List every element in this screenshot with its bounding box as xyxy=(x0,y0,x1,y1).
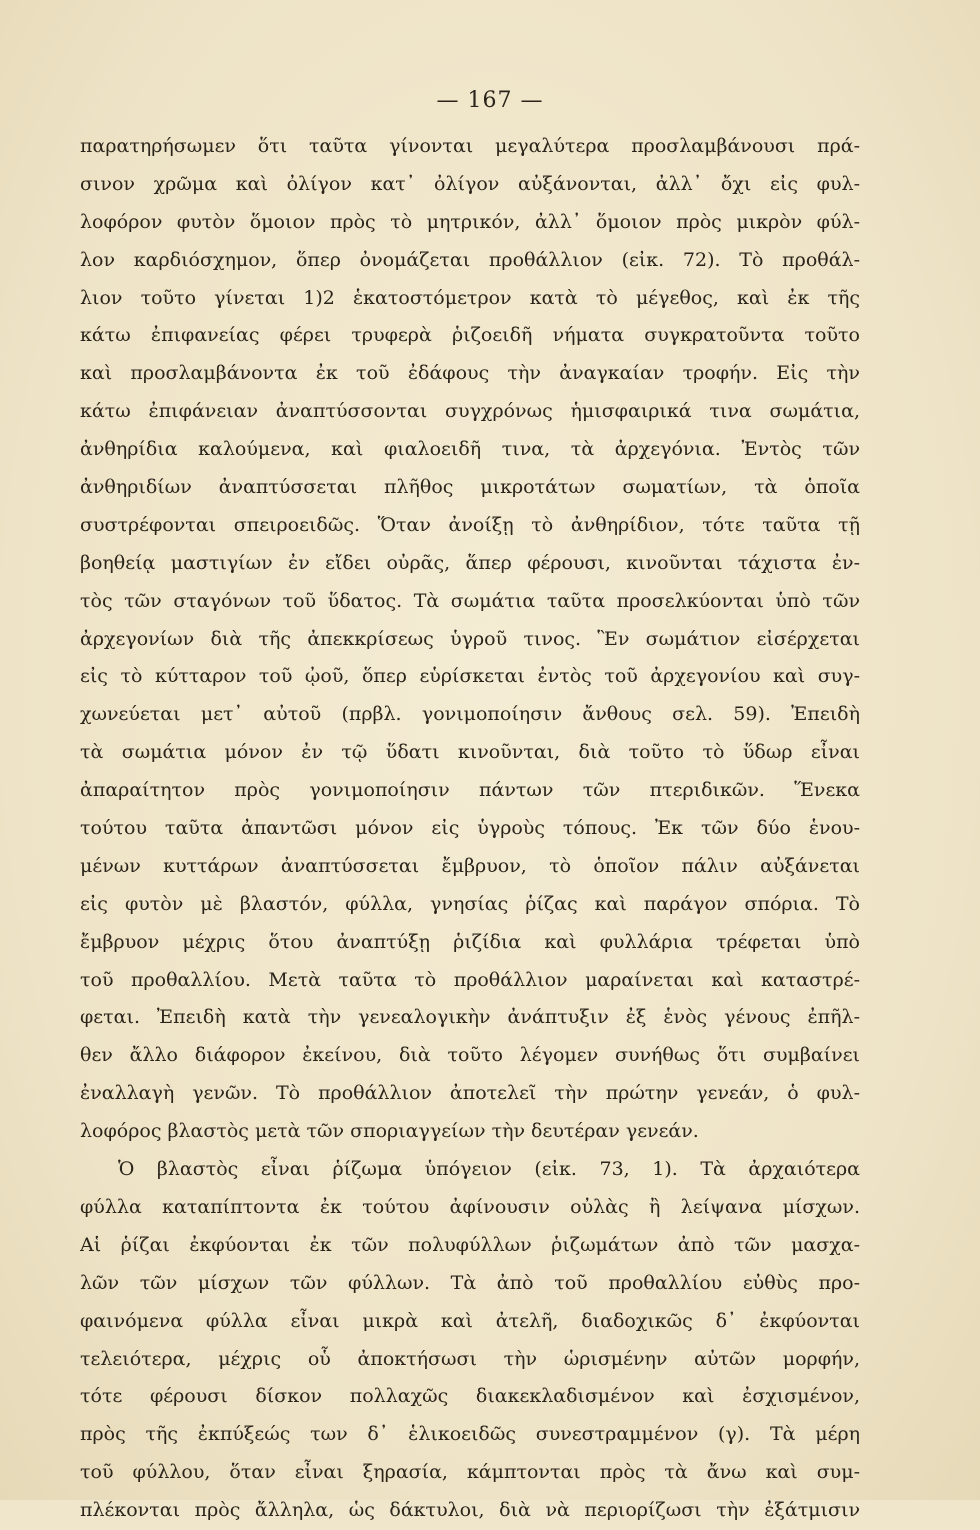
text-line: συστρέφονται σπειροειδῶς. Ὅταν ἀνοίξῃ τὸ ἀνθηρίδιον, τότε ταῦτα τῇ xyxy=(80,513,860,536)
text-line: ἔμβρυον μέχρις ὅτου ἀναπτύξῃ ῥιζίδια καὶ φυλλάρια τρέφεται ὑπὸ xyxy=(80,930,860,953)
text-line: τότε φέρουσι δίσκον πολλαχῶς διακεκλαδισμένον καὶ ἐσχισμένον, xyxy=(80,1385,860,1408)
text-line: τελειότερα, μέχρις οὗ ἀποκτήσωσι τὴν ὡρισμένην αὐτῶν μορφήν, xyxy=(80,1347,860,1370)
text-line: ἀρχεγονίων διὰ τῆς ἀπεκκρίσεως ὑγροῦ τινος. Ἓν σωμάτιον εἰσέρχεται xyxy=(80,627,860,650)
text-line-paragraph-start: Ὁ βλαστὸς εἶναι ῥίζωμα ὑπόγειον (εἰκ. 73, 1). Τὰ ἀρχαιότερα xyxy=(118,1158,860,1181)
text-line: βοηθείᾳ μαστιγίων ἐν εἴδει οὐρᾶς, ἅπερ φέρουσι, κινοῦνται τάχιστα ἐν- xyxy=(80,551,860,574)
text-line: ἀνθηριδίων ἀναπτύσσεται πλῆθος μικροτάτων σωματίων, τὰ ὁποῖα xyxy=(80,476,860,499)
text-line: πλέκονται πρὸς ἄλληλα, ὡς δάκτυλοι, διὰ νὰ περιορίζωσι τὴν ἐξάτμισιν xyxy=(80,1499,860,1522)
text-line: τοῦ προθαλλίου. Μετὰ ταῦτα τὸ προθάλλιον μαραίνεται καὶ καταστρέ- xyxy=(80,968,860,991)
text-line: χωνεύεται μετ᾽ αὐτοῦ (πρβλ. γονιμοποίησιν ἄνθους σελ. 59). Ἐπειδὴ xyxy=(80,703,860,726)
text-line: φεται. Ἐπειδὴ κατὰ τὴν γενεαλογικὴν ἀνάπτυξιν ἐξ ἑνὸς γένους ἐπῆλ- xyxy=(80,1006,860,1029)
text-line: φαινόμενα φύλλα εἶναι μικρὰ καὶ ἀτελῆ, διαδοχικῶς δ᾽ ἐκφύονται xyxy=(80,1309,860,1332)
text-line: μένων κυττάρων ἀναπτύσσεται ἔμβρυον, τὸ ὁποῖον πάλιν αὐξάνεται xyxy=(80,854,860,877)
text-line: λιον τοῦτο γίνεται 1)2 ἑκατοστόμετρον κατὰ τὸ μέγεθος, καὶ ἐκ τῆς xyxy=(80,286,860,309)
text-line: τούτου ταῦτα ἀπαντῶσι μόνον εἰς ὑγροὺς τόπους. Ἐκ τῶν δύο ἑνου- xyxy=(80,817,860,840)
text-line: θεν ἄλλο διάφορον ἐκείνου, διὰ τοῦτο λέγομεν συνήθως ὅτι συμβαίνει xyxy=(80,1044,860,1067)
text-line: Αἱ ῥίζαι ἐκφύονται ἐκ τῶν πολυφύλλων ῥιζωμάτων ἀπὸ τῶν μασχα- xyxy=(80,1233,860,1256)
text-line: τὸς τῶν σταγόνων τοῦ ὕδατος. Τὰ σωμάτια ταῦτα προσελκύονται ὑπὸ τῶν xyxy=(80,589,860,612)
text-line: λῶν τῶν μίσχων τῶν φύλλων. Τὰ ἀπὸ τοῦ προθαλλίου εὐθὺς προ- xyxy=(80,1271,860,1294)
text-line-paragraph-end: λοφόρος βλαστὸς μετὰ τῶν σποριαγγείων τὴν δευτέραν γενεάν. xyxy=(80,1120,699,1143)
text-line: κάτω ἐπιφάνειαν ἀναπτύσσονται συγχρόνως ἡμισφαιρικά τινα σωμάτια, xyxy=(80,400,860,423)
text-line: τὰ σωμάτια μόνον ἐν τῷ ὕδατι κινοῦνται, διὰ τοῦτο τὸ ὕδωρ εἶναι xyxy=(80,741,860,764)
text-line: ἀνθηρίδια καλούμενα, καὶ φιαλοειδῆ τινα, τὰ ἀρχεγόνια. Ἐντὸς τῶν xyxy=(80,438,860,461)
text-line: σινον χρῶμα καὶ ὀλίγον κατ᾽ ὀλίγον αὐξάνονται, ἀλλ᾽ ὄχι εἰς φυλ- xyxy=(80,172,860,195)
text-line: τοῦ φύλλου, ὅταν εἶναι ξηρασία, κάμπτονται πρὸς τὰ ἄνω καὶ συμ- xyxy=(80,1461,860,1484)
text-line: παρατηρήσωμεν ὅτι ταῦτα γίνονται μεγαλύτερα προσλαμβάνουσι πρά- xyxy=(80,135,860,157)
text-line: εἰς τὸ κύτταρον τοῦ ᾠοῦ, ὅπερ εὑρίσκεται ἐντὸς τοῦ ἀρχεγονίου καὶ συγ- xyxy=(80,665,860,688)
text-line: λοφόρον φυτὸν ὅμοιον πρὸς τὸ μητρικόν, ἀλλ᾽ ὅμοιον πρὸς μικρὸν φύλ- xyxy=(80,210,860,233)
text-line: κάτω ἐπιφανείας φέρει τρυφερὰ ῥιζοειδῆ νήματα συγκρατοῦντα τοῦτο xyxy=(80,324,860,347)
page-number: — 167 — xyxy=(436,88,544,113)
text-line: ἀπαραίτητον πρὸς γονιμοποίησιν πάντων τῶν πτεριδικῶν. Ἕνεκα xyxy=(80,779,860,802)
text-line: εἰς φυτὸν μὲ βλαστόν, φύλλα, γνησίας ῥίζας καὶ παράγον σπόρια. Τὸ xyxy=(80,892,860,915)
text-line: πρὸς τῆς ἐκπύξεώς των δ᾽ ἑλικοειδῶς συνεστραμμένον (γ). Τὰ μέρη xyxy=(80,1423,860,1446)
text-line: καὶ προσλαμβάνοντα ἐκ τοῦ ἐδάφους τὴν ἀναγκαίαν τροφήν. Εἰς τὴν xyxy=(80,362,860,385)
body-text xyxy=(80,128,860,1530)
text-line: λον καρδιόσχημον, ὅπερ ὀνομάζεται προθάλλιον (εἰκ. 72). Τὸ προθάλ- xyxy=(80,248,860,271)
text-line: ἐναλλαγὴ γενῶν. Τὸ προθάλλιον ἀποτελεῖ τὴν πρώτην γενεάν, ὁ φυλ- xyxy=(80,1082,860,1105)
text-line: φύλλα καταπίπτοντα ἐκ τούτου ἀφίνουσιν οὐλὰς ἢ λείψανα μίσχων. xyxy=(80,1195,860,1218)
